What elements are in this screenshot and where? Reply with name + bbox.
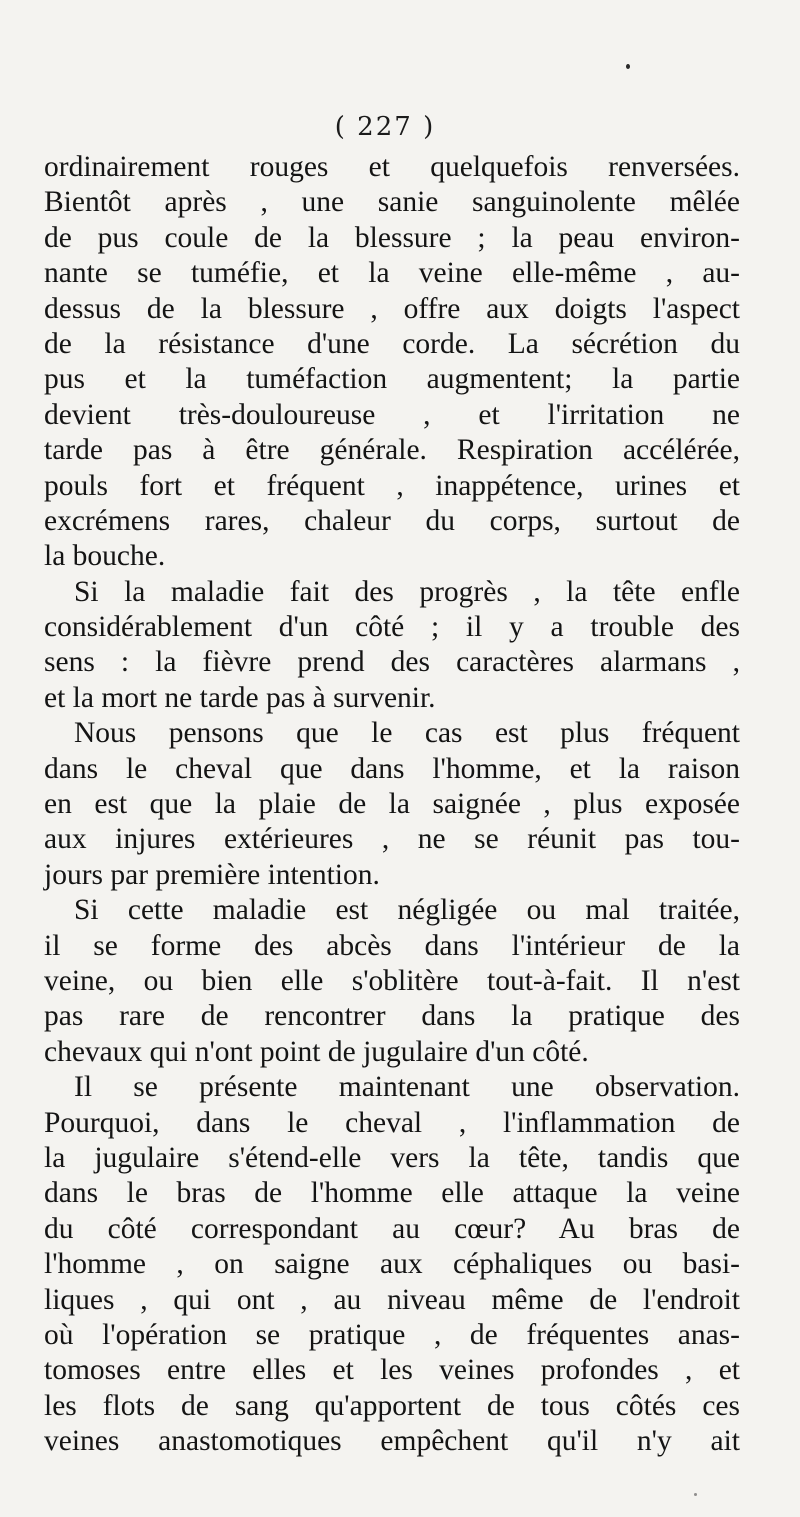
text-line: Nous pensons que le cas est plus fréquent — [74, 717, 740, 750]
text-line: Bientôt après , une sanie sanguinolente mêlée — [44, 186, 740, 219]
text-line: veines anastomotiques empêchent qu'il n'y ait — [44, 1425, 740, 1458]
text-line: Si la maladie fait des progrès , la tête enfle — [74, 575, 740, 608]
text-line: aux injures extérieures , ne se réunit pas tou- — [44, 823, 740, 856]
text-line: de pus coule de la blessure ; la peau environ- — [44, 221, 740, 254]
text-line: ordinairement rouges et quelquefois renversées. — [44, 151, 740, 183]
body-text — [44, 150, 740, 1459]
text-line: pas rare de rencontrer dans la pratique des — [44, 1000, 740, 1033]
text-line: où l'opération se pratique , de fréquentes anas- — [44, 1318, 740, 1351]
text-line: dans le bras de l'homme elle attaque la veine — [44, 1177, 740, 1210]
text-line: et la mort ne tarde pas à survenir. — [44, 681, 436, 714]
text-line: de la résistance d'une corde. La sécrétion du — [44, 327, 740, 360]
text-line: liques , qui ont , au niveau même de l'endroit — [44, 1283, 740, 1316]
text-line: tomoses entre elles et les veines profondes , et — [44, 1354, 740, 1387]
text-line: chevaux qui n'ont point de jugulaire d'un côté. — [44, 1035, 589, 1068]
text-line: en est que la plaie de la saignée , plus exposée — [44, 788, 740, 821]
text-line: jours par première intention. — [44, 858, 380, 891]
text-line: dessus de la blessure , offre aux doigts l'aspect — [44, 292, 740, 325]
text-line: Si cette maladie est négligée ou mal traitée, — [74, 894, 740, 927]
text-line: veine, ou bien elle s'oblitère tout-à-fait. Il n'est — [44, 964, 740, 997]
text-line: du côté correspondant au cœur? Au bras de — [44, 1212, 740, 1245]
text-line: dans le cheval que dans l'homme, et la raison — [44, 752, 740, 785]
text-line: Il se présente maintenant une observation. — [74, 1071, 740, 1104]
ink-speck — [626, 64, 630, 69]
text-line: Pourquoi, dans le cheval , l'inflammation de — [44, 1106, 740, 1139]
text-line: il se forme des abcès dans l'intérieur de la — [44, 929, 740, 962]
text-line: la jugulaire s'étend-elle vers la tête, tandis que — [44, 1141, 740, 1174]
page-number: ( 227 ) — [334, 112, 436, 142]
ink-speck — [694, 1493, 697, 1496]
text-line: les flots de sang qu'apportent de tous côtés ces — [44, 1389, 740, 1422]
text-line: considérablement d'un côté ; il y a trouble des — [44, 611, 740, 644]
text-line: pouls fort et fréquent , inappétence, urines et — [44, 469, 740, 502]
text-line: nante se tuméfie, et la veine elle-même , au- — [44, 257, 740, 290]
text-line: l'homme , on saigne aux céphaliques ou basi- — [44, 1248, 740, 1281]
text-line: excrémens rares, chaleur du corps, surtout de — [44, 504, 740, 537]
text-line: tarde pas à être générale. Respiration accélérée, — [44, 434, 740, 467]
text-line: la bouche. — [44, 540, 166, 573]
text-line: pus et la tuméfaction augmentent; la partie — [44, 363, 740, 396]
text-line: sens : la fièvre prend des caractères alarmans , — [44, 646, 740, 679]
text-line: devient très-douloureuse , et l'irritation ne — [44, 398, 740, 431]
